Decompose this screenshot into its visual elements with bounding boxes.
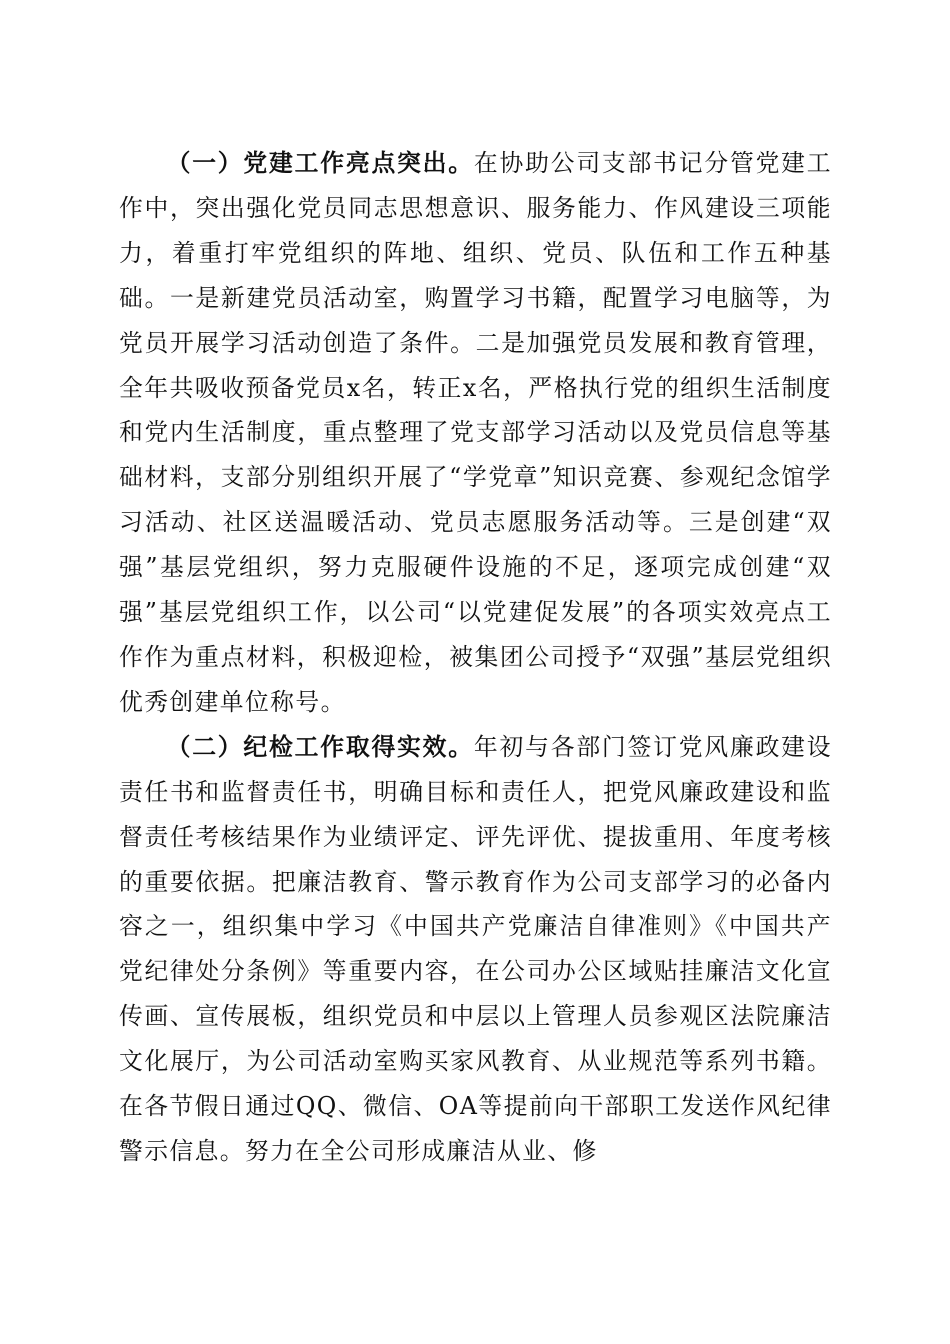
- paragraph-text: 年初与各部门签订党风廉政建设责任书和监督责任书，明确目标和责任人，把党风廉政建设和监督责任考核结果作为业绩评定、评先评优、提拔重用、年度考核的重要依据。把廉洁教育、警示教育作为公司支部学习的必备内容之一，组织集中学习《中国共产党廉洁自律准则》《中国共产党纪律处分条例》等重要内容，在公司办公区域贴挂廉洁文化宣传画、宣传展板，组织党员和中层以上管理人员参观区法院廉洁文化展厅，为公司活动室购买家风教育、从业规范等系列书籍。在各节假日通过QQ、微信、OA等提前向干部职工发送作风纪律警示信息。努力在全公司形成廉洁从业、修: [119, 732, 832, 1165]
- document-body: [119, 141, 832, 1174]
- paragraph-heading: （一）党建工作亮点突出。: [166, 149, 474, 177]
- paragraph-discipline-inspection: [119, 725, 832, 1174]
- paragraph-party-building: [119, 141, 832, 725]
- paragraph-heading: （二）纪检工作取得实效。: [166, 732, 474, 761]
- paragraph-text: 在协助公司支部书记分管党建工作中，突出强化党员同志思想意识、服务能力、作风建设三项能力，着重打牢党组织的阵地、组织、党员、队伍和工作五种基础。一是新建党员活动室，购置学习书籍，配置学习电脑等，为党员开展学习活动创造了条件。二是加强党员发展和教育管理，全年共吸收预备党员x名，转正x名，严格执行党的组织生活制度和党内生活制度，重点整理了党支部学习活动以及党员信息等基础材料，支部分别组织开展了“学党章”知识竞赛、参观纪念馆学习活动、社区送温暖活动、党员志愿服务活动等。三是创建“双强”基层党组织，努力克服硬件设施的不足，逐项完成创建“双强”基层党组织工作，以公司“以党建促发展”的各项实效亮点工作作为重点材料，积极迎检，被集团公司授予“双强”基层党组织优秀创建单位称号。: [119, 149, 832, 716]
